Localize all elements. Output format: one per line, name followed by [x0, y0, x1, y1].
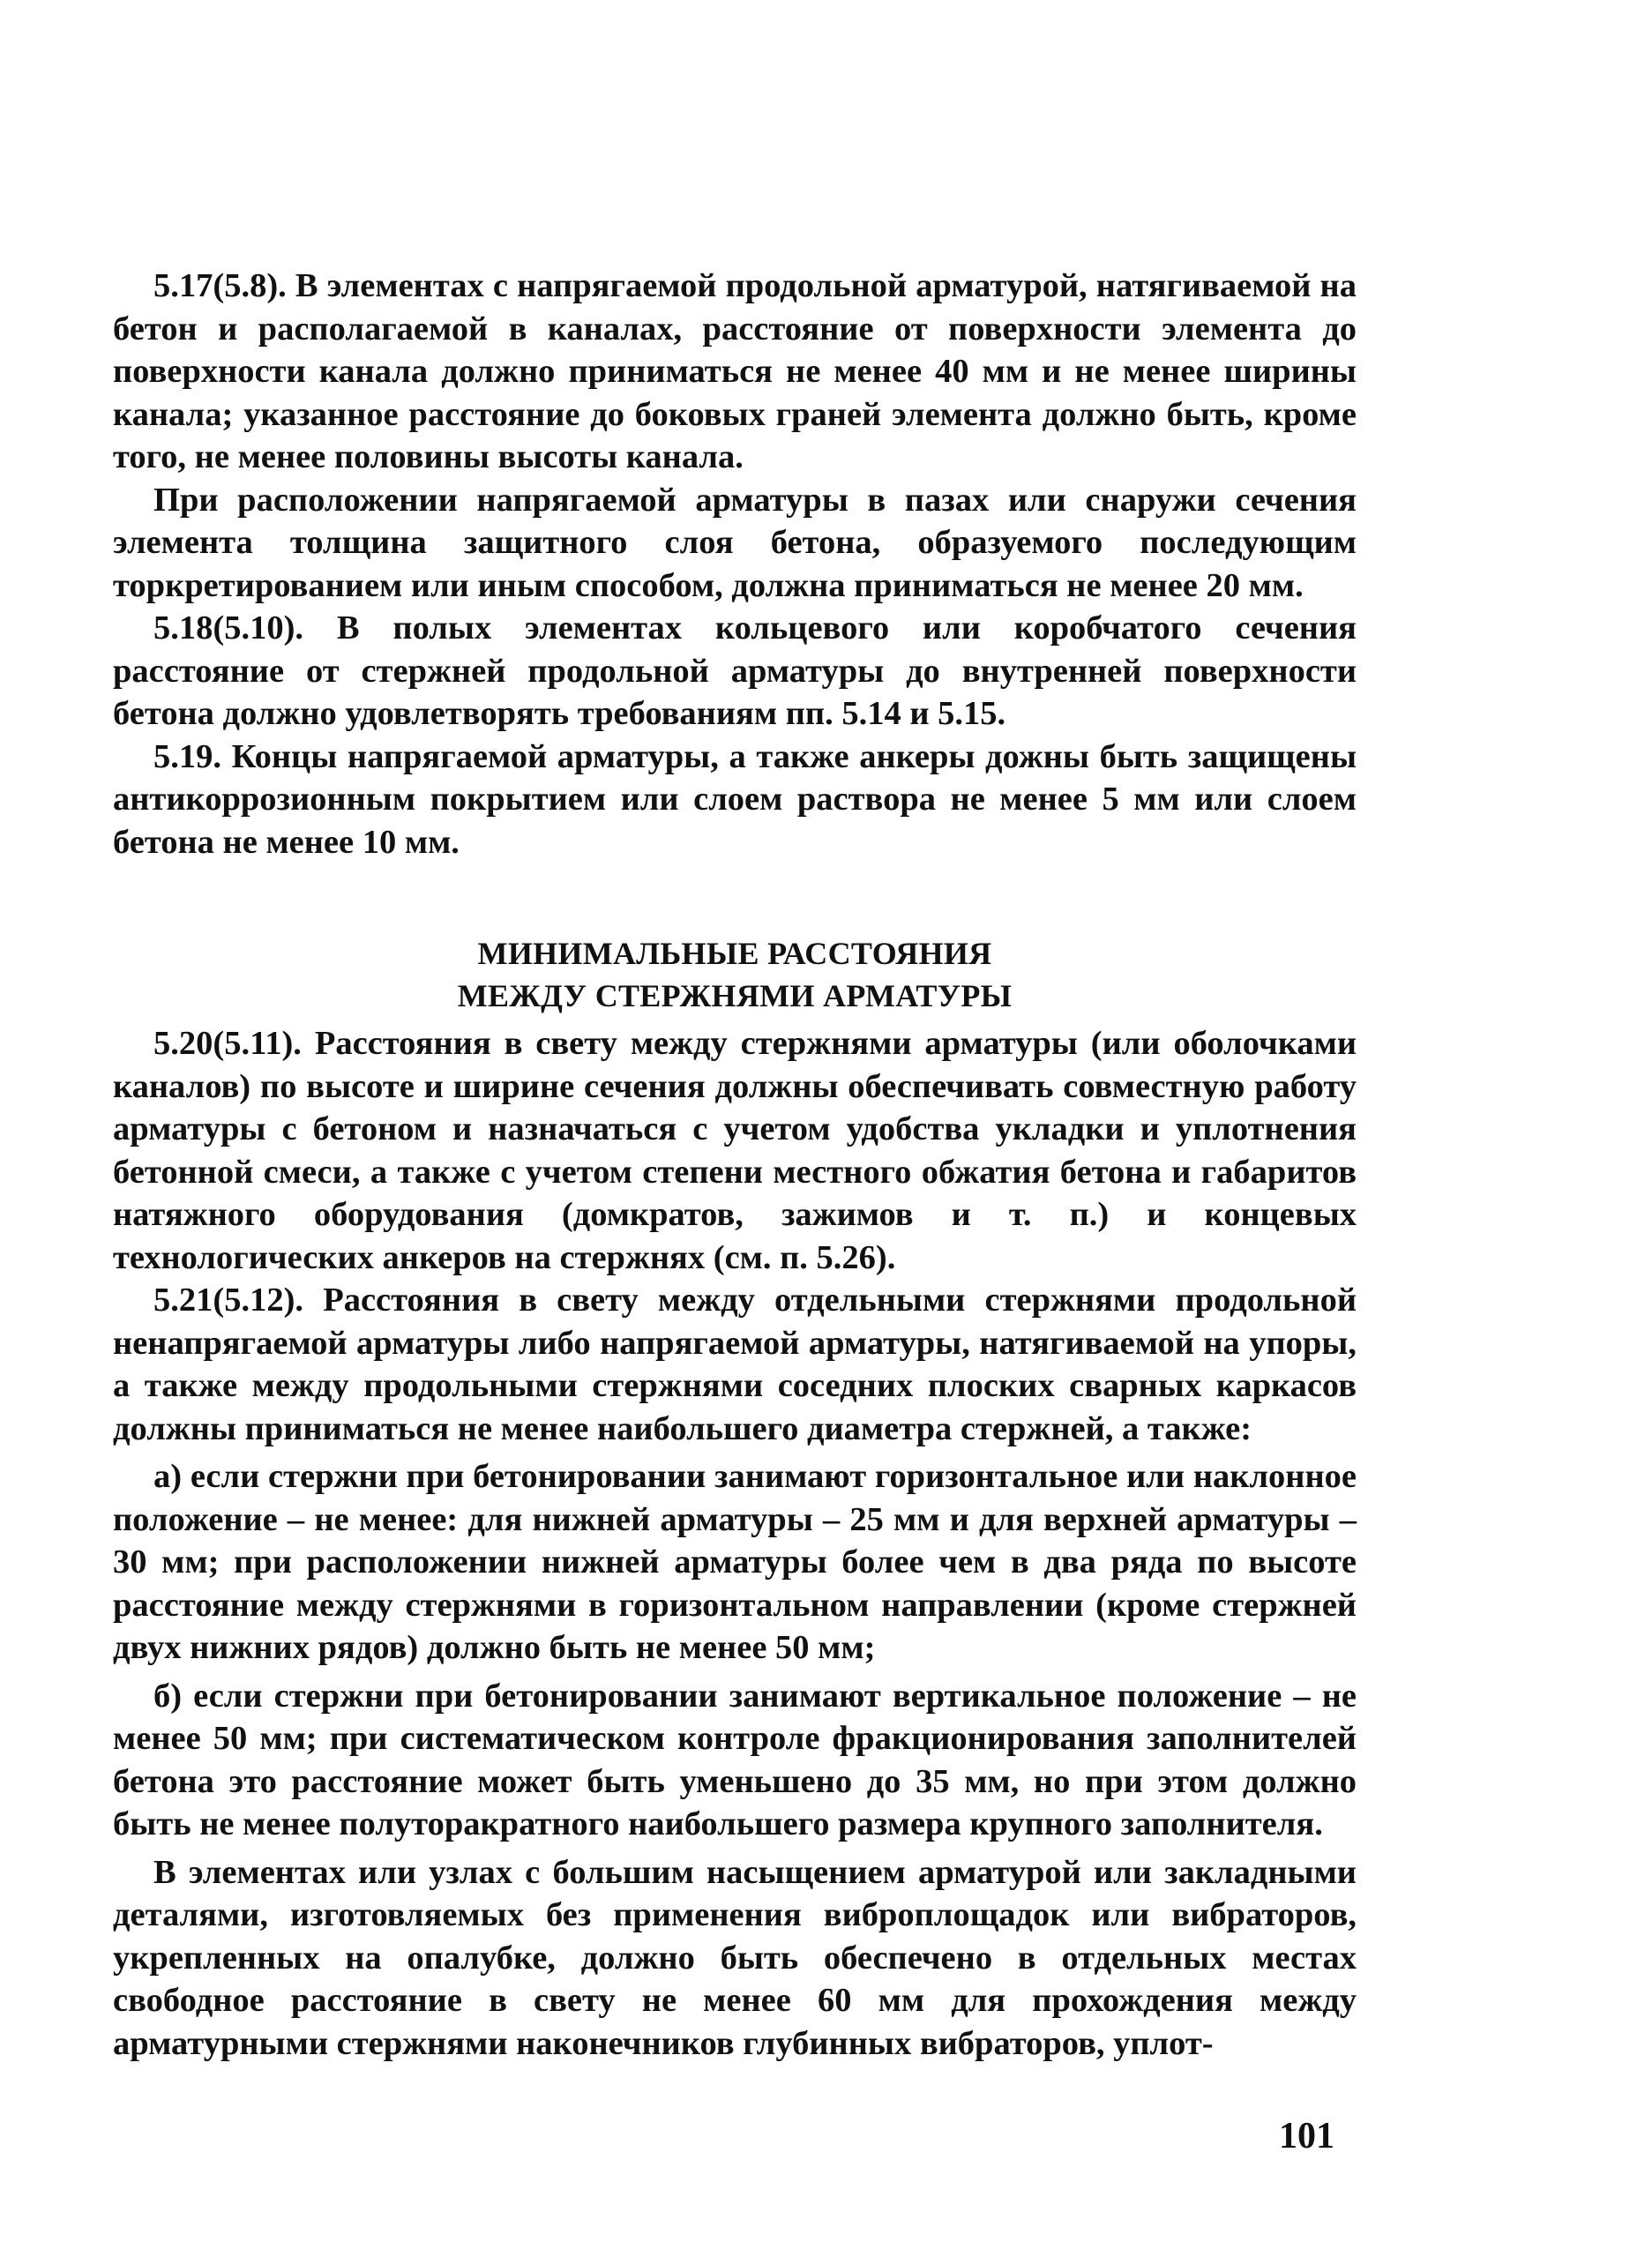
paragraph-5-20-text: Расстояния в свету между стержнями арматуры (или оболочками каналов) по высоте и ширине сечения должны обеспечивать совместную работу арматуры с бетоном и назначаться с учетом удобства укладки и уплотнения бетонной смеси, а также с учетом степени местного обжатия бетона и габаритов натяжного оборудования (домкратов, зажимов и т. п.) и концевых технологических анкеров на стержнях (см. п. 5.26).: [113, 1025, 1357, 1276]
section-number-5-21: 5.21(5.12).: [153, 1282, 304, 1319]
paragraph-5-18-text: В полых элементах кольцевого или коробчатого сечения расстояние от стержней продольной арматуры до внутренней поверхности бетона должно удовлетворять требованиям пп. 5.14 и 5.15.: [113, 609, 1357, 732]
section-heading-line-2: МЕЖДУ СТЕРЖНЯМИ АРМАТУРЫ: [457, 978, 1013, 1013]
list-item-b: б) если стержни при бетонировании занимают вертикальное положение – не менее 50 мм; при систематическом контроле фракционирования заполнителей бетона это расстояние может быть уменьшено до 35 мм, но при этом должно быть не менее полуторакратного наибольшего размера крупного заполнителя.: [113, 1677, 1357, 1842]
section-number-5-17: 5.17(5.8).: [153, 267, 287, 304]
section-heading-line-1: МИНИМАЛЬНЫЕ РАССТОЯНИЯ: [477, 936, 992, 971]
section-number-5-18: 5.18(5.10).: [153, 609, 304, 646]
paragraph-5-21-text: Расстояния в свету между отдельными стержнями продольной ненапрягаемой арматуры либо напрягаемой арматуры, натягиваемой на упоры, а также между продольными стержнями соседних плоских сварных каркасов должны приниматься не менее наибольшего диаметра стержней, а также:: [113, 1282, 1357, 1447]
paragraph-5-19-text: Концы напрягаемой арматуры, а также анкеры дожны быть защищены антикоррозионным покрытием или слоем раствора не менее 5 мм или слоем бетона не менее 10 мм.: [113, 737, 1357, 861]
section-number-5-19: 5.19.: [153, 737, 221, 775]
page-body: [113, 265, 1357, 2065]
paragraph-5-18: [113, 607, 1357, 736]
section-heading: [113, 932, 1357, 1017]
page-number: 101: [1279, 2116, 1334, 2156]
list-item-a: а) если стержни при бетонировании занимают горизонтальное или наклонное положение – не менее: для нижней арматуры – 25 мм и для верхней арматуры – 30 мм; при расположении нижней арматуры более чем в два ряда по высоте расстояние между стержнями в горизонтальном направлении (кроме стержней двух нижних рядов) должно быть не менее 50 мм;: [113, 1458, 1357, 1666]
paragraph-5-19: [113, 736, 1357, 864]
paragraph-5-21: [113, 1279, 1357, 1450]
paragraph-5-17-continued: При расположении напрягаемой арматуры в пазах или снаружи сечения элемента толщина защитного слоя бетона, образуемого последующим торкретированием или иным способом, должна приниматься не менее 20 мм.: [113, 481, 1357, 604]
paragraph-5-17: [113, 265, 1357, 479]
paragraph-5-20: [113, 1022, 1357, 1279]
paragraph-5-17-text: В элементах с напрягаемой продольной арматурой, натягиваемой на бетон и располагаемой в каналах, расстояние от поверхности элемента до поверхности канала должно приниматься не менее 40 мм и не менее ширины канала; указанное расстояние до боковых граней элемента должно быть, кроме того, не менее половины высоты канала.: [113, 267, 1357, 475]
section-number-5-20: 5.20(5.11).: [153, 1025, 302, 1062]
paragraph-5-21-last: В элементах или узлах с большим насыщением арматурой или закладными деталями, изготовляемых без применения виброплощадок или вибраторов, укрепленных на опалубке, должно быть обеспечено в отдельных местах свободное расстояние в свету не менее 60 мм для прохождения между арматурными стержнями наконечников глубинных вибраторов, уплот-: [113, 1853, 1357, 2062]
